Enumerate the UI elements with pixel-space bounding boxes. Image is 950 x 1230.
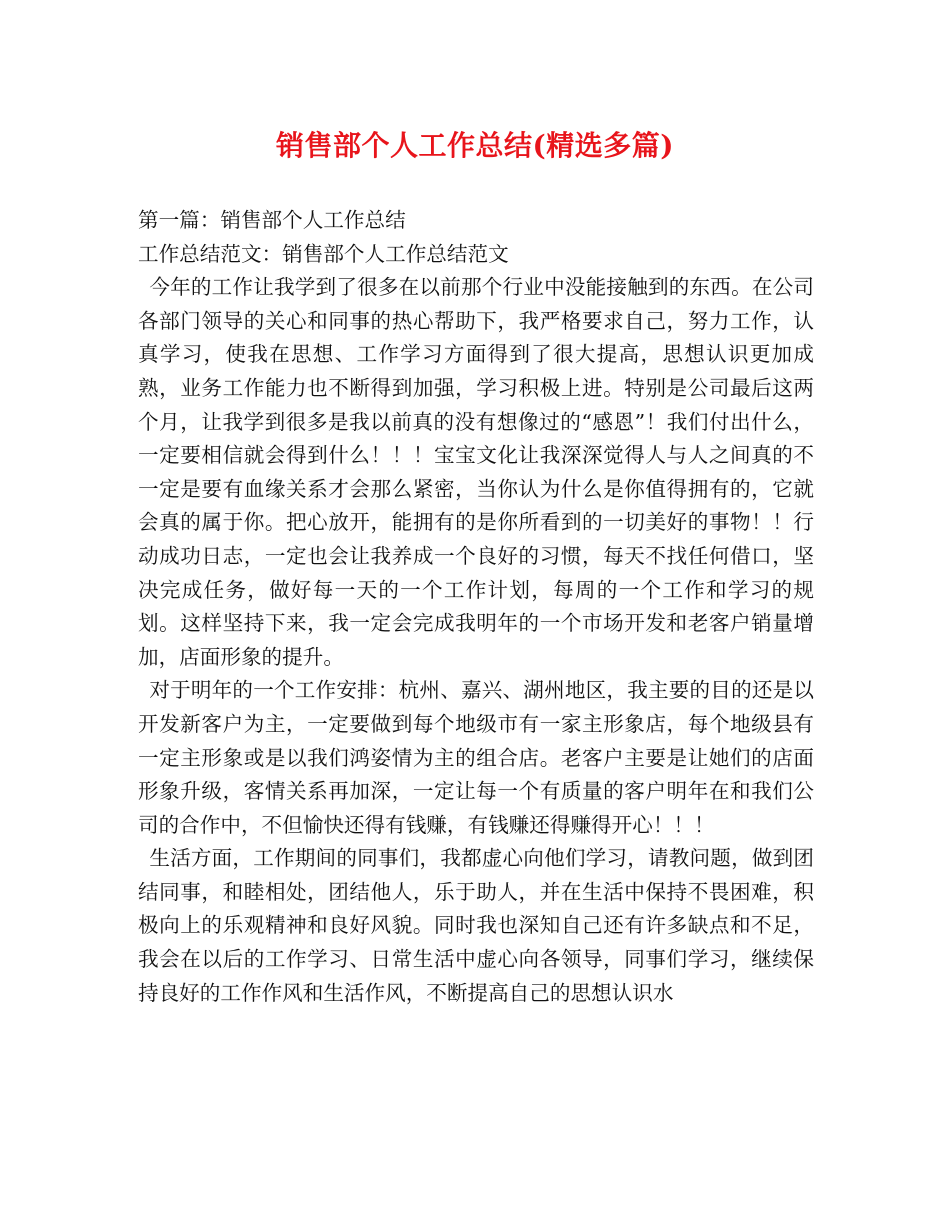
- document-body: [138, 204, 814, 1010]
- sample-heading: 工作总结范文：销售部个人工作总结范文: [138, 241, 509, 266]
- paragraph-work-review: 今年的工作让我学到了很多在以前那个行业中没能接触到的东西。在公司各部门领导的关心和同事的热心帮助下，我严格要求自己，努力工作，认真学习，使我在思想、工作学习方面得到了很大提高，思想认识更加成熟，业务工作能力也不断得到加强，学习积极上进。特别是公司最后这两个月，让我学到很多是我以前真的没有想像过的“感恩”！我们付出什么，一定要相信就会得到什么！！！宝宝文化让我深深觉得人与人之间真的不一定是要有血缘关系才会那么紧密，当你认为什么是你值得拥有的，它就会真的属于你。把心放开，能拥有的是你所看到的一切美好的事物！！行动成功日志，一定也会让我养成一个良好的习惯，每天不找任何借口，坚决完成任务，做好每一天的一个工作计划，每周的一个工作和学习的规划。这样坚持下来，我一定会完成我明年的一个市场开发和老客户销量增加，店面形象的提升。: [138, 275, 814, 669]
- section-heading: 第一篇：销售部个人工作总结: [138, 208, 406, 232]
- document-title: 销售部个人工作总结(精选多篇): [276, 129, 674, 162]
- paragraph-next-year-plan: 对于明年的一个工作安排：杭州、嘉兴、湖州地区，我主要的目的还是以开发新客户为主，一定要做到每个地级市有一家主形象店，每个地级县有一定主形象或是以我们鸿姿情为主的组合店。老客户主要是让她们的店面形象升级，客情关系再加深，一定让每一个有质量的客户明年在和我们公司的合作中，不但愉快还得有钱赚，有钱赚还得赚得开心！！！: [138, 678, 814, 837]
- paragraph-life-aspects: 生活方面，工作期间的同事们，我都虚心向他们学习，请教问题，做到团结同事，和睦相处，团结他人，乐于助人，并在生活中保持不畏困难，积极向上的乐观精神和良好风貌。同时我也深知自己还有许多缺点和不足，我会在以后的工作学习、日常生活中虚心向各领导，同事们学习，继续保持良好的工作作风和生活作风，不断提高自己的思想认识水: [138, 846, 814, 1005]
